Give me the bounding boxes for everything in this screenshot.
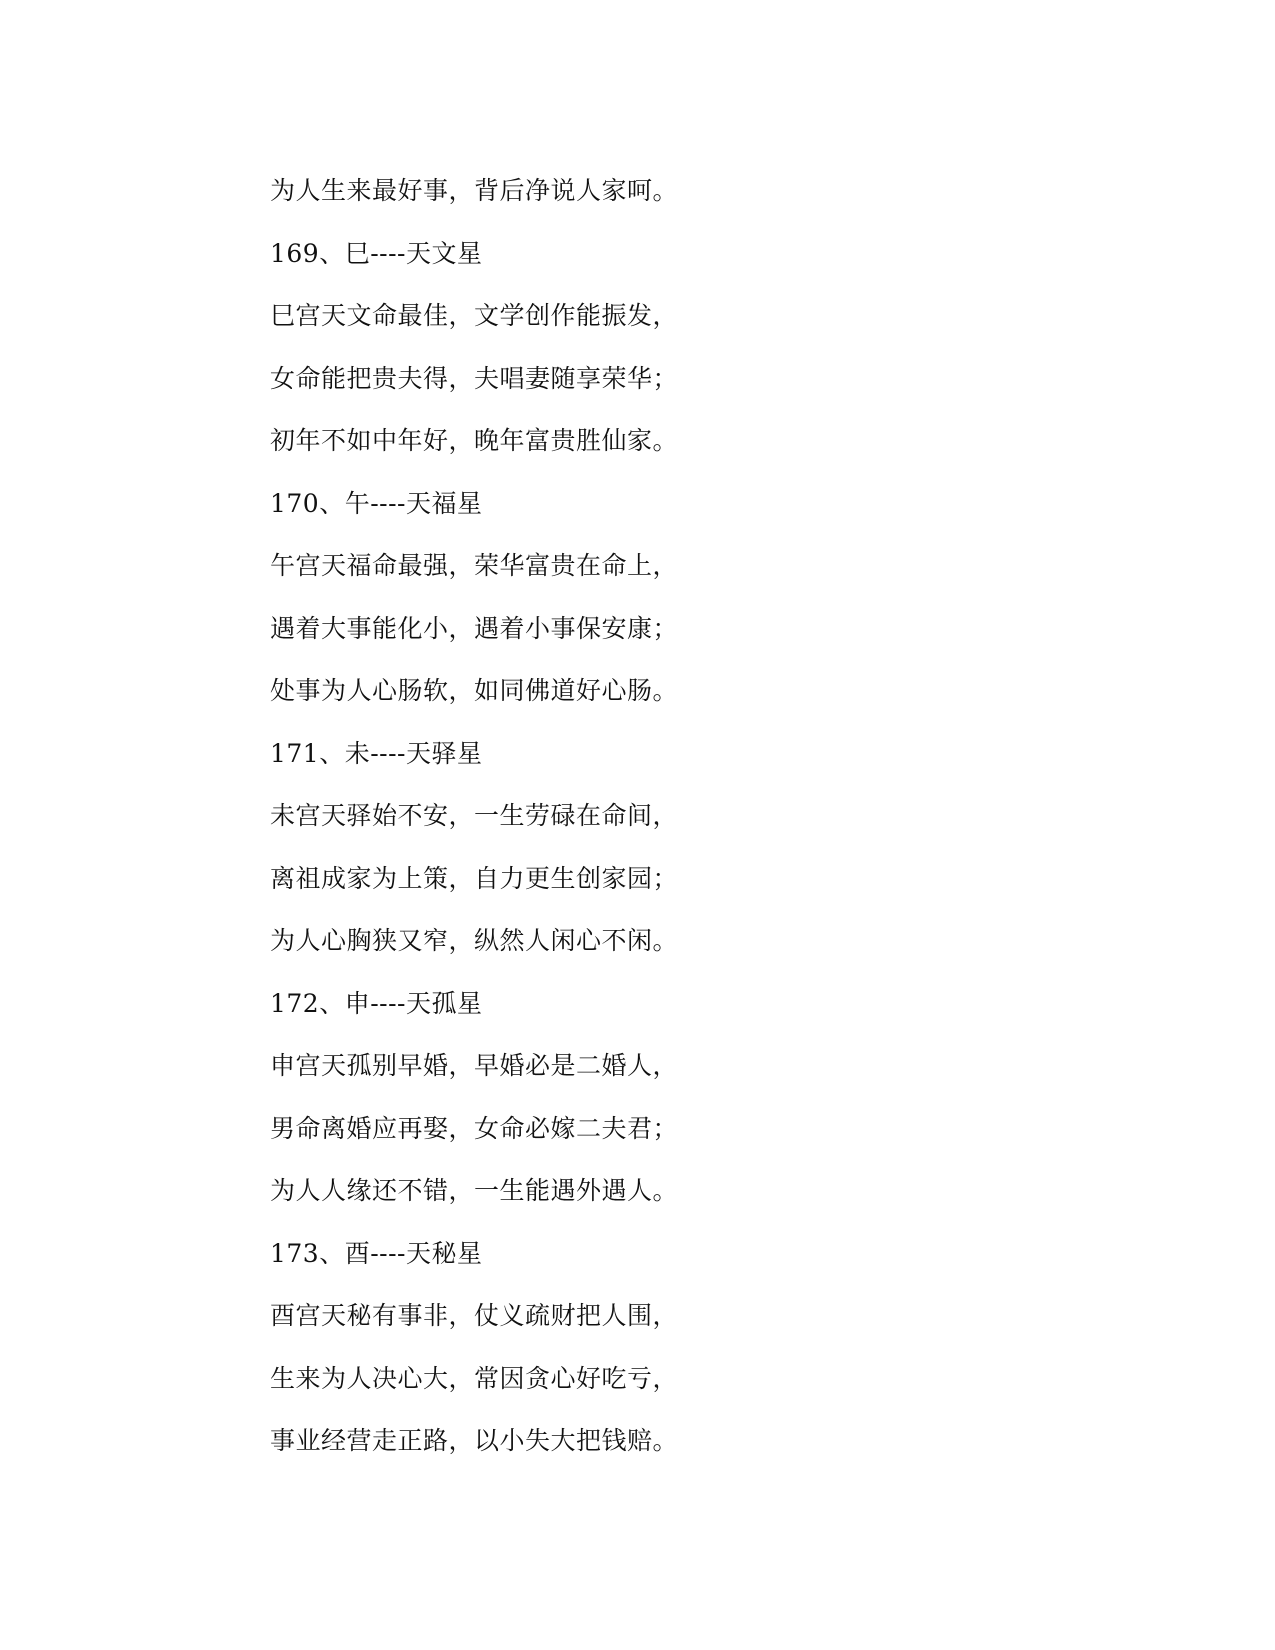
- verse-line: 男命离婚应再娶，女命必嫁二夫君；: [270, 1113, 679, 1143]
- verse-line: 生来为人决心大，常因贪心好吃亏，: [270, 1363, 679, 1393]
- verse-line: 处事为人心肠软，如同佛道好心肠。: [270, 676, 679, 705]
- section-heading-172: 172、申----天孤星: [270, 988, 483, 1018]
- verse-line: 巳宫天文命最佳，文学创作能振发，: [270, 301, 679, 330]
- verse-line: 女命能把贵夫得，夫唱妻随享荣华；: [270, 363, 679, 393]
- verse-line: 申宫天孤别早婚，早婚必是二婚人，: [270, 1051, 679, 1080]
- verse-line: 为人心胸狭又窄，纵然人闲心不闲。: [270, 926, 679, 955]
- verse-line: 事业经营走正路，以小失大把钱赔。: [270, 1426, 679, 1455]
- verse-line: 午宫天福命最强，荣华富贵在命上，: [270, 551, 679, 580]
- verse-line: 离祖成家为上策，自力更生创家园；: [270, 863, 679, 893]
- section-heading-171: 171、未----天驿星: [270, 738, 483, 768]
- section-heading-170: 170、午----天福星: [270, 488, 483, 518]
- section-heading-169: 169、巳----天文星: [270, 238, 483, 268]
- verse-line: 为人生来最好事，背后净说人家呵。: [270, 176, 679, 205]
- verse-line: 为人人缘还不错，一生能遇外遇人。: [270, 1176, 679, 1205]
- verse-line: 酉宫天秘有事非，仗义疏财把人围，: [270, 1301, 679, 1330]
- verse-line: 遇着大事能化小，遇着小事保安康；: [270, 613, 679, 643]
- verse-line: 初年不如中年好，晚年富贵胜仙家。: [270, 426, 679, 455]
- verse-line: 未宫天驿始不安，一生劳碌在命间，: [270, 801, 679, 830]
- section-heading-173: 173、酉----天秘星: [270, 1238, 483, 1268]
- document-body: [270, 160, 1030, 1473]
